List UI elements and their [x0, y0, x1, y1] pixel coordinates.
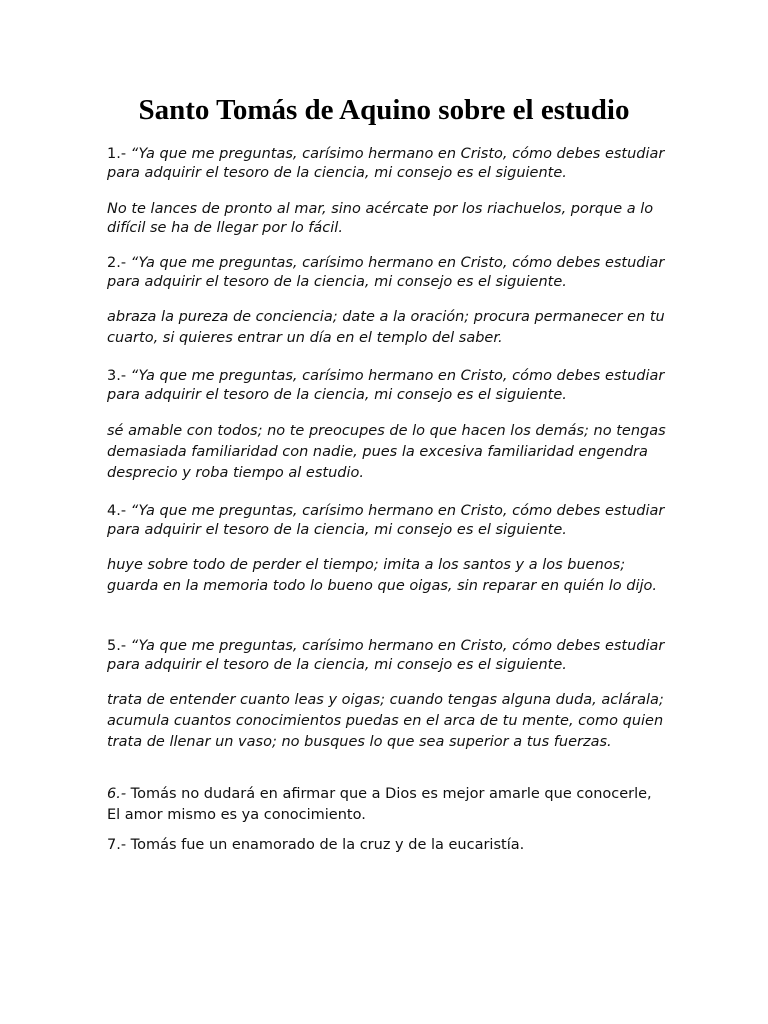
item-2-number: 2.-	[107, 255, 127, 271]
item-2-quote-text: “Ya que me preguntas, carísimo hermano en Cristo, cómo debes estudiar para adquirir el tesoro de la ciencia, mi consejo es el siguiente.	[107, 255, 665, 290]
item-3-quote	[107, 367, 667, 404]
item-5-quote	[107, 637, 667, 674]
item-5-quote-text: “Ya que me preguntas, carísimo hermano en Cristo, cómo debes estudiar para adquirir el tesoro de la ciencia, mi consejo es el siguiente.	[107, 638, 665, 673]
item-4-quote	[107, 502, 667, 539]
item-1-quote-text: “Ya que me preguntas, carísimo hermano en Cristo, cómo debes estudiar para adquirir el tesoro de la ciencia, mi consejo es el siguiente.	[107, 146, 665, 181]
document-title: Santo Tomás de Aquino sobre el estudio	[138, 94, 630, 126]
item-4-advice: huye sobre todo de perder el tiempo; imita a los santos y a los buenos; guarda en la memoria todo lo bueno que oigas, sin reparar en quién lo dijo.	[107, 557, 658, 594]
item-2-advice: abraza la pureza de conciencia; date a la oración; procura permanecer en tu cuarto, si quieres entrar un día en el templo del saber.	[107, 309, 665, 346]
note-7: 7.- Tomás fue un enamorado de la cruz y de la eucaristía.	[107, 837, 525, 853]
item-1-number: 1.-	[107, 146, 127, 162]
item-5-advice: trata de entender cuanto leas y oigas; cuando tengas alguna duda, aclárala; acumula cuantos conocimientos puedas en el arca de tu mente, como quien trata de llenar un vaso; no busques lo que sea superior a tus fuerzas.	[107, 692, 664, 750]
item-1-advice: No te lances de pronto al mar, sino acércate por los riachuelos, porque a lo difícil se ha de llegar por lo fácil.	[107, 201, 654, 236]
note-6	[107, 784, 667, 826]
note-6-number: 6.-	[107, 786, 127, 802]
item-4-number: 4.-	[107, 503, 127, 519]
item-1-quote	[107, 145, 667, 182]
item-3-quote-text: “Ya que me preguntas, carísimo hermano en Cristo, cómo debes estudiar para adquirir el tesoro de la ciencia, mi consejo es el siguiente.	[107, 368, 665, 403]
item-2-quote	[107, 254, 667, 291]
item-4-quote-text: “Ya que me preguntas, carísimo hermano en Cristo, cómo debes estudiar para adquirir el tesoro de la ciencia, mi consejo es el siguiente.	[107, 503, 665, 538]
item-5-number: 5.-	[107, 638, 127, 654]
note-6-text: Tomás no dudará en afirmar que a Dios es mejor amarle que conocerle, El amor mismo es ya conocimiento.	[107, 786, 652, 823]
item-3-advice: sé amable con todos; no te preocupes de lo que hacen los demás; no tengas demasiada familiaridad con nadie, pues la excesiva familiaridad engendra desprecio y roba tiempo al estudio.	[107, 423, 666, 481]
item-3-number: 3.-	[107, 368, 127, 384]
